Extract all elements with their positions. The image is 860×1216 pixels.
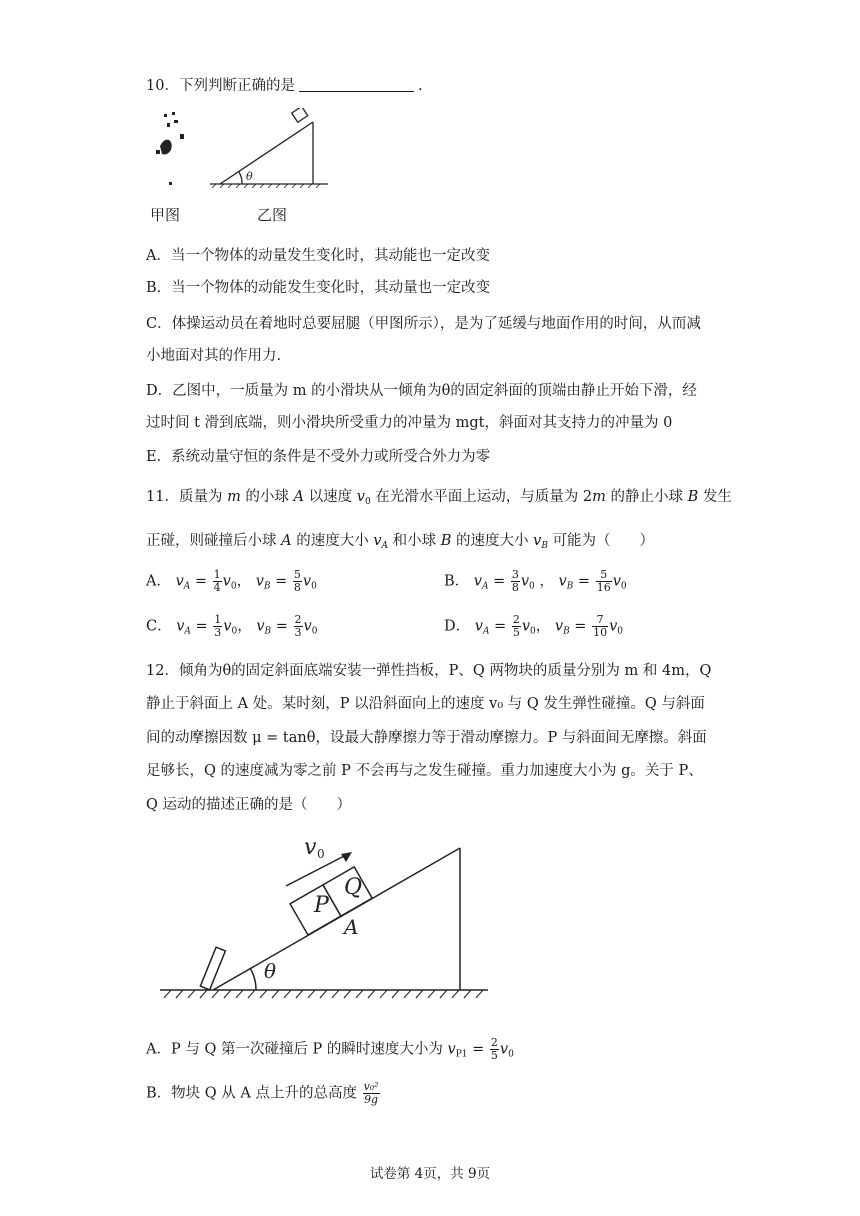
q10-option-c-line1: C．体操运动员在着地时总要屈腿（甲图所示），是为了延缓与地面作用的时间，从而减 [146,316,701,332]
q12-stem-line3: 间的动摩擦因数 μ = tanθ，设最大静摩擦力等于滑动摩擦力。P 与斜面间无摩擦。斜面 [146,730,707,746]
incline-figure [210,108,328,188]
q10-option-c-line2: 小地面对其的作用力. [146,348,282,364]
q12-stem-line5: Q 运动的描述正确的是（ ） [146,797,351,813]
block-p-label: P [314,893,329,918]
q12-option-a: A．P 与 Q 第一次碰撞后 P 的瞬时速度大小为 $v_{P1}$ = $\frac{2}{5}$ $v_0$ [146,1036,514,1062]
answer-blank[interactable] [299,77,414,92]
page-footer: 试卷第 4页，共 9页 [369,1166,491,1182]
velocity-subscript: 0 [317,847,325,861]
q10-option-a: A．当一个物体的动量发生变化时，其动能也一定改变 [146,248,490,264]
angle-label: θ [246,170,253,183]
q11-option-a: A． $v_A$ = $\frac{1}{4}$ $v_0$， $v_B$ = $\frac{5}{8}$ $v_0$ [146,568,317,594]
q12-stem-line2: 静止于斜面上 A 处。某时刻，P 以沿斜面向上的速度 v₀ 与 Q 发生弹性碰撞。Q 与斜面 [146,696,705,712]
q11-option-c: C． $v_A$ = $\frac{1}{3}$ $v_0$， $v_B$ = $\frac{2}{3}$ $v_0$ [146,613,318,639]
q10-option-d-line1: D．乙图中，一质量为 m 的小滑块从一倾角为θ的固定斜面的顶端由静止开始下滑，经 [146,383,697,399]
theta-label: θ [264,959,277,983]
q11-option-d: D． $v_A$ = $\frac{2}{5}$ $v_0$， $v_B$ = $\frac{7}{10}$ $v_0$ [444,613,624,639]
block-q-label: Q [344,875,363,900]
fig-label-yi: 乙图 [257,206,288,224]
q12-incline-figure [158,830,490,1002]
velocity-label: v [304,835,317,860]
q11-option-b: B． $v_A$ = $\frac{3}{8}$ $v_0$ ， $v_B$ = $\frac{5}{16}$ $v_0$ [444,568,627,594]
q10-option-e: E．系统动量守恒的条件是不受外力或所受合外力为零 [146,449,491,465]
q11-stem-line2: 正碰，则碰撞后小球 A 的速度大小 $v_A$ 和小球 B 的速度大小 $v_B$ 可能为（ ） [146,533,655,551]
q12-stem-line4: 足够长，Q 的速度减为零之前 P 不会再与之发生碰撞。重力加速度大小为 g。关于 P、 [146,763,703,779]
fig-label-jia: 甲图 [150,206,181,224]
q12-stem-line1: 12．倾角为θ的固定斜面底端安装一弹性挡板，P、Q 两物块的质量分别为 m 和 4m，Q [146,663,712,679]
q10-stem: 10．下列判断正确的是 . [146,78,423,94]
q12-option-b: B．物块 Q 从 A 点上升的总高度 $\frac{\text{v₀²}}{9g}$ [146,1080,379,1106]
q10-option-b: B．当一个物体的动能发生变化时，其动量也一定改变 [146,280,491,296]
gymnast-figure [156,112,184,185]
q10-option-d-line2: 过时间 t 滑到底端，则小滑块所受重力的冲量为 mgt，斜面对其支持力的冲量为 0 [146,415,673,431]
q11-stem-line1: 11．质量为 m 的小球 A 以速度 $v_0$ 在光滑水平面上运动，与质量为 2m 的静止小球 B 发生 [146,489,732,507]
point-a-label: A [344,915,359,939]
q10-figure [150,108,330,194]
